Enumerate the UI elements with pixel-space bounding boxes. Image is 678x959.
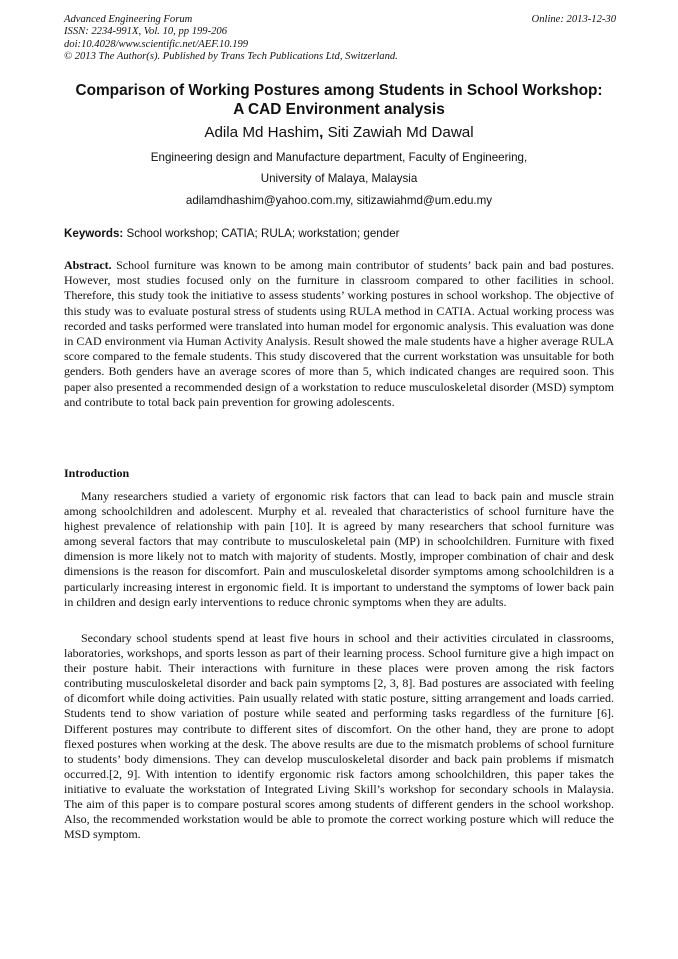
journal-copyright: © 2013 The Author(s). Published by Trans Tech Publications Ltd, Switzerland. (64, 50, 398, 62)
paper-title-line-1: Comparison of Working Postures among Students in School Workshop: (75, 82, 603, 99)
author-emails: adilamdhashim@yahoo.com.my, sitizawiahmd@um.edu.my (185, 194, 493, 207)
journal-header (64, 14, 398, 63)
keywords-text: School workshop; CATIA; RULA; workstation; gender (123, 227, 400, 240)
abstract-text: School furniture was known to be among main contributor of students’ back pain and bad postures. However, most studies focused only on the furniture in classroom compared to other facilities in school. Therefore, this study took the initiative to assess students’ working postures in school workshop. The objective of this study was to evaluate postural stress of students using RULA method in CATIA. Actual working process was recorded and tasks performed were translated into human model for ergonomic analysis. This evaluation was done in CAD environment via Human Activity Analysis. Result showed the male students have a higher average RULA score compared to the female students. This study discovered that the current workstation was unsuitable for both genders. Both genders have an average scores of more than 5, which indicated changes are required soon. This paper also presented a recommended design of a workstation to reduce musculoskeletal disorder (MSD) symptom and contribute to total back pain prevention for growing adolescents. (64, 258, 614, 409)
affiliation-line: Engineering design and Manufacture department, Faculty of Engineering, (150, 151, 528, 164)
journal-name: Advanced Engineering Forum (64, 14, 193, 25)
body-paragraph: Secondary school students spend at least five hours in school and their activities circulated in classrooms, laboratories, workshops, and sports lesson as part of their learning process. School furniture give a high impact on their posture habit. Their interactions with furniture in these places were proven among the risk factors contributing musculoskeletal disorder and back pain symptoms [2, 3, 8]. Bad postures are associated with feeling of dicomfort while doing activities. Pain usually related with static posture, sitting arrangement and loads carried. Students tend to show variation of posture while seated and performing tasks regardless of the furniture [6]. Different postures may contribute to different sites of discomfort. On the other hand, they are prone to adopt flexed postures when working at the desk. The above results are due to the mismatch problems of school furniture to students’ body dimensions. They can develop musculoskeletal disorder and back pain problems if mismatch occurred.[2, 9]. With intention to identify ergonomic risk factors among schoolchildren, this paper takes the initiative to evaluate the workstation of Integrated Living Skill’s workshop for secondary schools in Malaysia. The aim of this paper is to compare postural scores among students of different genders in the school workshop. Also, the recommended workstation would be able to promote the correct working posture which will reduce the MSD symptom. (64, 631, 614, 842)
paper-title (40, 82, 638, 119)
author-list (40, 123, 638, 143)
journal-issn: ISSN: 2234-991X, Vol. 10, pp 199-206 (64, 26, 228, 38)
author-separator: , (319, 124, 328, 141)
abstract-label: Abstract. (64, 258, 112, 272)
keywords-label: Keywords: (64, 227, 124, 240)
paper-title-line-2: A CAD Environment analysis (233, 100, 445, 118)
body-paragraph: Many researchers studied a variety of ergonomic risk factors that can lead to back pain and muscle strain among schoolchildren and adolescent. Murphy et al. revealed that characteristics of school furniture have the highest prevalence of relationship with pain [10]. It is agreed by many researchers that school furniture was among several factors that may contribute to musculoskeletal pain (MP) in schoolchildren. Furniture with fixed dimension is more likely not to match with majority of students. Mostly, improper combination of chair and desk dimensions is the reason for discomfort. Pain and musculoskeletal disorder symptoms among schoolchildren is a particularly increasing interest in ergonomic field. It is important to understand the symptoms of lower back pain in children and design early interventions to reduce chronic symptoms when they are adults. (64, 489, 614, 609)
abstract (64, 258, 614, 410)
online-date: Online: 2013-12-30 (531, 14, 616, 25)
affiliation-line: University of Malaya, Malaysia (260, 172, 418, 185)
keywords (64, 227, 400, 241)
author-name: Adila Md Hashim (204, 124, 320, 141)
author-name: Siti Zawiah Md Dawal (327, 124, 474, 141)
journal-doi: doi:10.4028/www.scientific.net/AEF.10.199 (64, 38, 249, 50)
section-heading: Introduction (64, 466, 130, 480)
